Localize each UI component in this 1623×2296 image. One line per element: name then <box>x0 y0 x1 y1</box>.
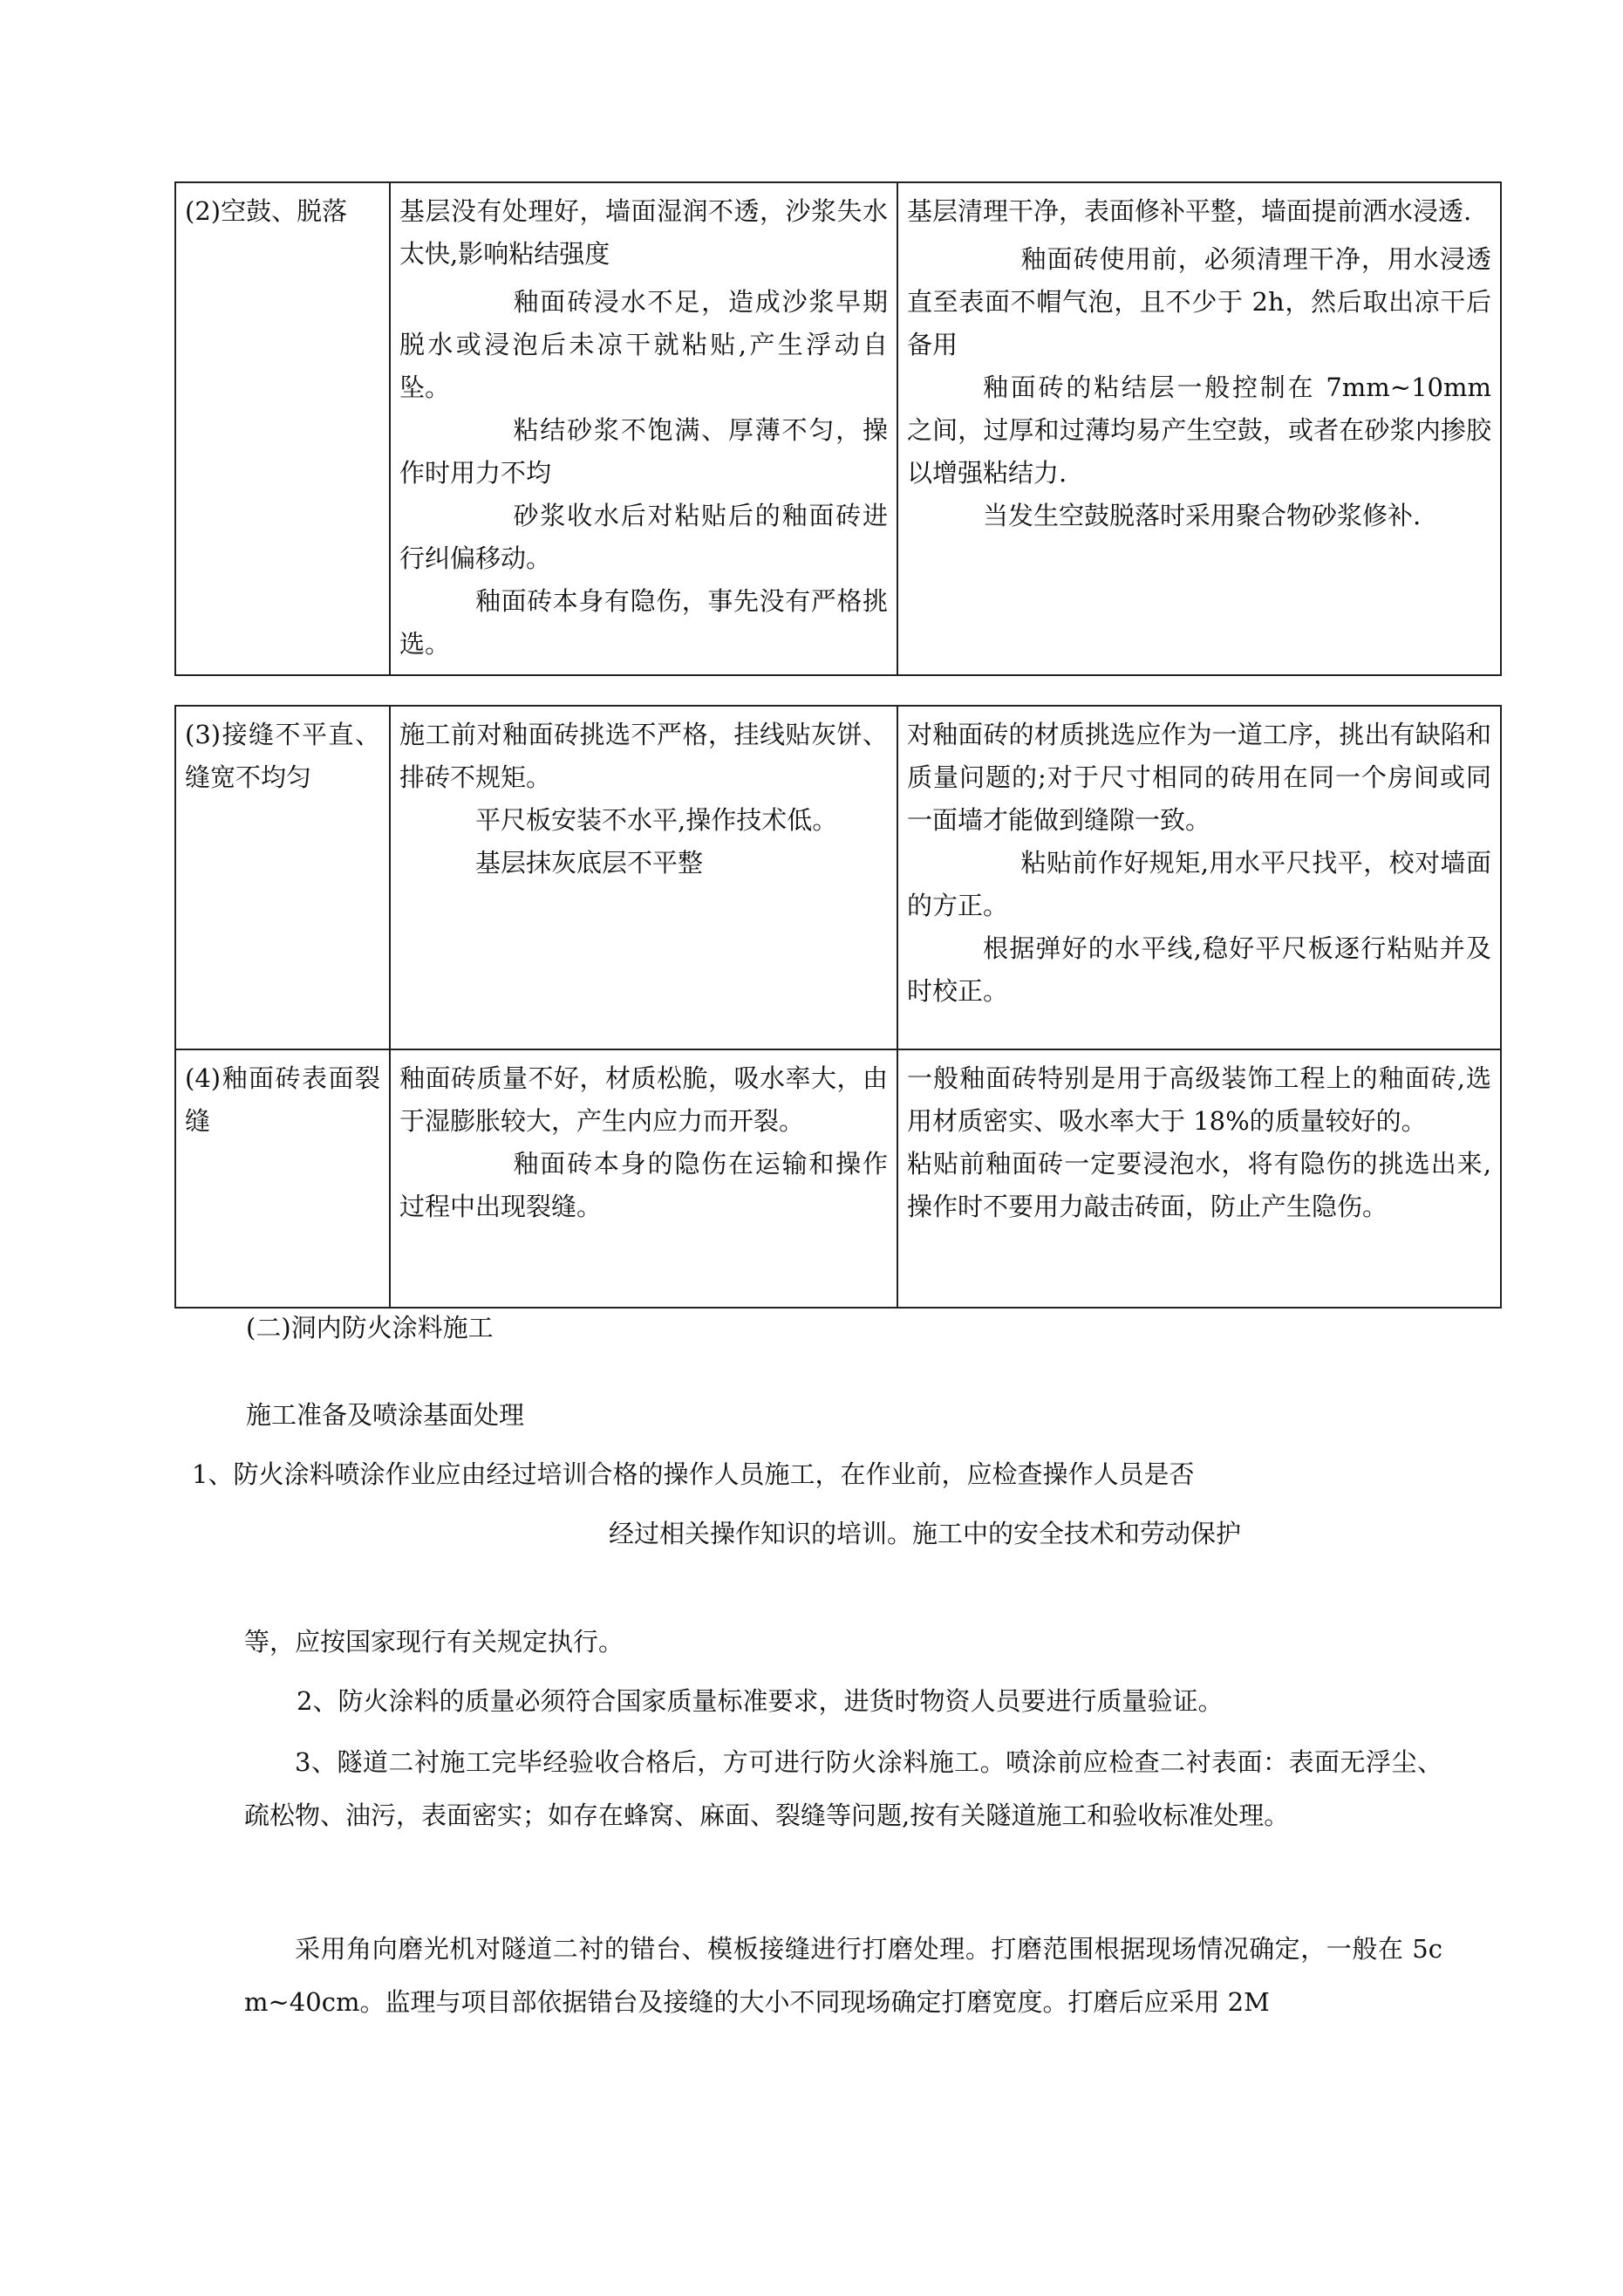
measure-text: 釉面砖的粘结层一般控制在 7mm~10mm 之间，过厚和过薄均易产生空鼓，或者在砂浆内掺胶以增强粘结力. <box>907 372 1491 488</box>
measure-text: 釉面砖使用前，必须清理干净，用水浸透直至表面不帽气泡，且不少于 2h，然后取出凉干后备用 <box>907 244 1491 359</box>
measure-text: 粘贴前作好规矩,用水平尺找平，校对墙面的方正。 <box>907 848 1491 920</box>
body-text: 采用角向磨光机对隧道二衬的错台、模板接缝进行打磨处理。打磨范围根据现场情况确定，一般在 5cm~40cm。监理与项目部依据错台及接缝的大小不同现场确定打磨宽度。打磨后应采用 2M <box>244 1934 1442 2017</box>
body-text: 3、隧道二衬施工完毕经验收合格后，方可进行防火涂料施工。喷涂前应检查二衬表面：表面无浮尘、疏松物、油污，表面密实；如存在蜂窝、麻面、裂缝等问题,按有关隧道施工和验收标准处理。 <box>244 1747 1442 1830</box>
measure-text: 当发生空鼓脱落时采用聚合物砂浆修补. <box>983 501 1422 530</box>
table-row <box>175 706 1501 1049</box>
defect-table-2 <box>174 705 1502 1309</box>
table-row <box>175 182 1501 675</box>
sub-heading: 施工准备及喷涂基面处理 <box>246 1400 525 1430</box>
defect-item-label: (3)接缝不平直、缝宽不均匀 <box>185 720 380 792</box>
defect-item-cell <box>175 706 390 1049</box>
measure-text: 对釉面砖的材质挑选应作为一道工序，挑出有缺陷和质量问题的;对于尺寸相同的砖用在同一个房间或同一面墙才能做到缝隙一致。 <box>907 720 1491 835</box>
cause-text: 釉面砖本身的隐伤在运输和操作过程中出现裂缝。 <box>399 1149 888 1221</box>
cause-text: 粘结砂浆不饱满、厚薄不匀，操作时用力不均 <box>399 415 888 488</box>
table-row <box>175 1049 1501 1308</box>
body-text: 经过相关操作知识的培训。施工中的安全技术和劳动保护 <box>609 1519 1242 1548</box>
cause-text: 釉面砖质量不好，材质松脆，吸水率大，由于湿膨胀较大，产生内应力而开裂。 <box>399 1063 888 1136</box>
defect-item-label: (2)空鼓、脱落 <box>185 196 348 226</box>
measure-cell <box>897 182 1501 675</box>
measure-text: 根据弹好的水平线,稳好平尺板逐行粘贴并及时校正。 <box>907 933 1491 1006</box>
measure-text: 粘贴前釉面砖一定要浸泡水，将有隐伤的挑选出来,操作时不要用力敲击砖面，防止产生隐伤。 <box>907 1149 1491 1221</box>
cause-cell <box>390 1049 897 1308</box>
cause-cell <box>390 706 897 1049</box>
defect-item-cell <box>175 1049 390 1308</box>
cause-text: 砂浆收水后对粘贴后的釉面砖进行纠偏移动。 <box>399 501 888 573</box>
defect-item-cell <box>175 182 390 675</box>
defect-item-label: (4)釉面砖表面裂缝 <box>185 1063 380 1136</box>
cause-text: 基层没有处理好，墙面湿润不透，沙浆失水太快,影响粘结强度 <box>399 196 888 269</box>
body-text: 等，应按国家现行有关规定执行。 <box>244 1627 624 1657</box>
measure-text: 一般釉面砖特别是用于高级装饰工程上的釉面砖,选用材质密实、吸水率大于 18%的质量较好的。 <box>907 1063 1491 1136</box>
cause-text: 平尺板安装不水平,操作技术低。 <box>475 805 838 835</box>
body-text: 2、防火涂料的质量必须符合国家质量标准要求，进货时物资人员要进行质量验证。 <box>297 1686 1224 1716</box>
measure-cell <box>897 706 1501 1049</box>
measure-cell <box>897 1049 1501 1308</box>
cause-text: 釉面砖浸水不足，造成沙浆早期脱水或浸泡后未凉干就粘贴,产生浮动自坠。 <box>399 287 888 402</box>
body-text: 1、防火涂料喷涂作业应由经过培训合格的操作人员施工，在作业前，应检查操作人员是否 <box>192 1459 1195 1489</box>
cause-text: 釉面砖本身有隐伤，事先没有严格挑选。 <box>399 586 888 659</box>
defect-table-1 <box>174 181 1502 676</box>
measure-text: 基层清理干净，表面修补平整，墙面提前洒水浸透. <box>907 196 1472 226</box>
cause-cell <box>390 182 897 675</box>
cause-text: 基层抹灰底层不平整 <box>475 848 704 878</box>
section-heading: (二)洞内防火涂料施工 <box>246 1313 494 1343</box>
cause-text: 施工前对釉面砖挑选不严格，挂线贴灰饼、排砖不规矩。 <box>399 720 888 792</box>
